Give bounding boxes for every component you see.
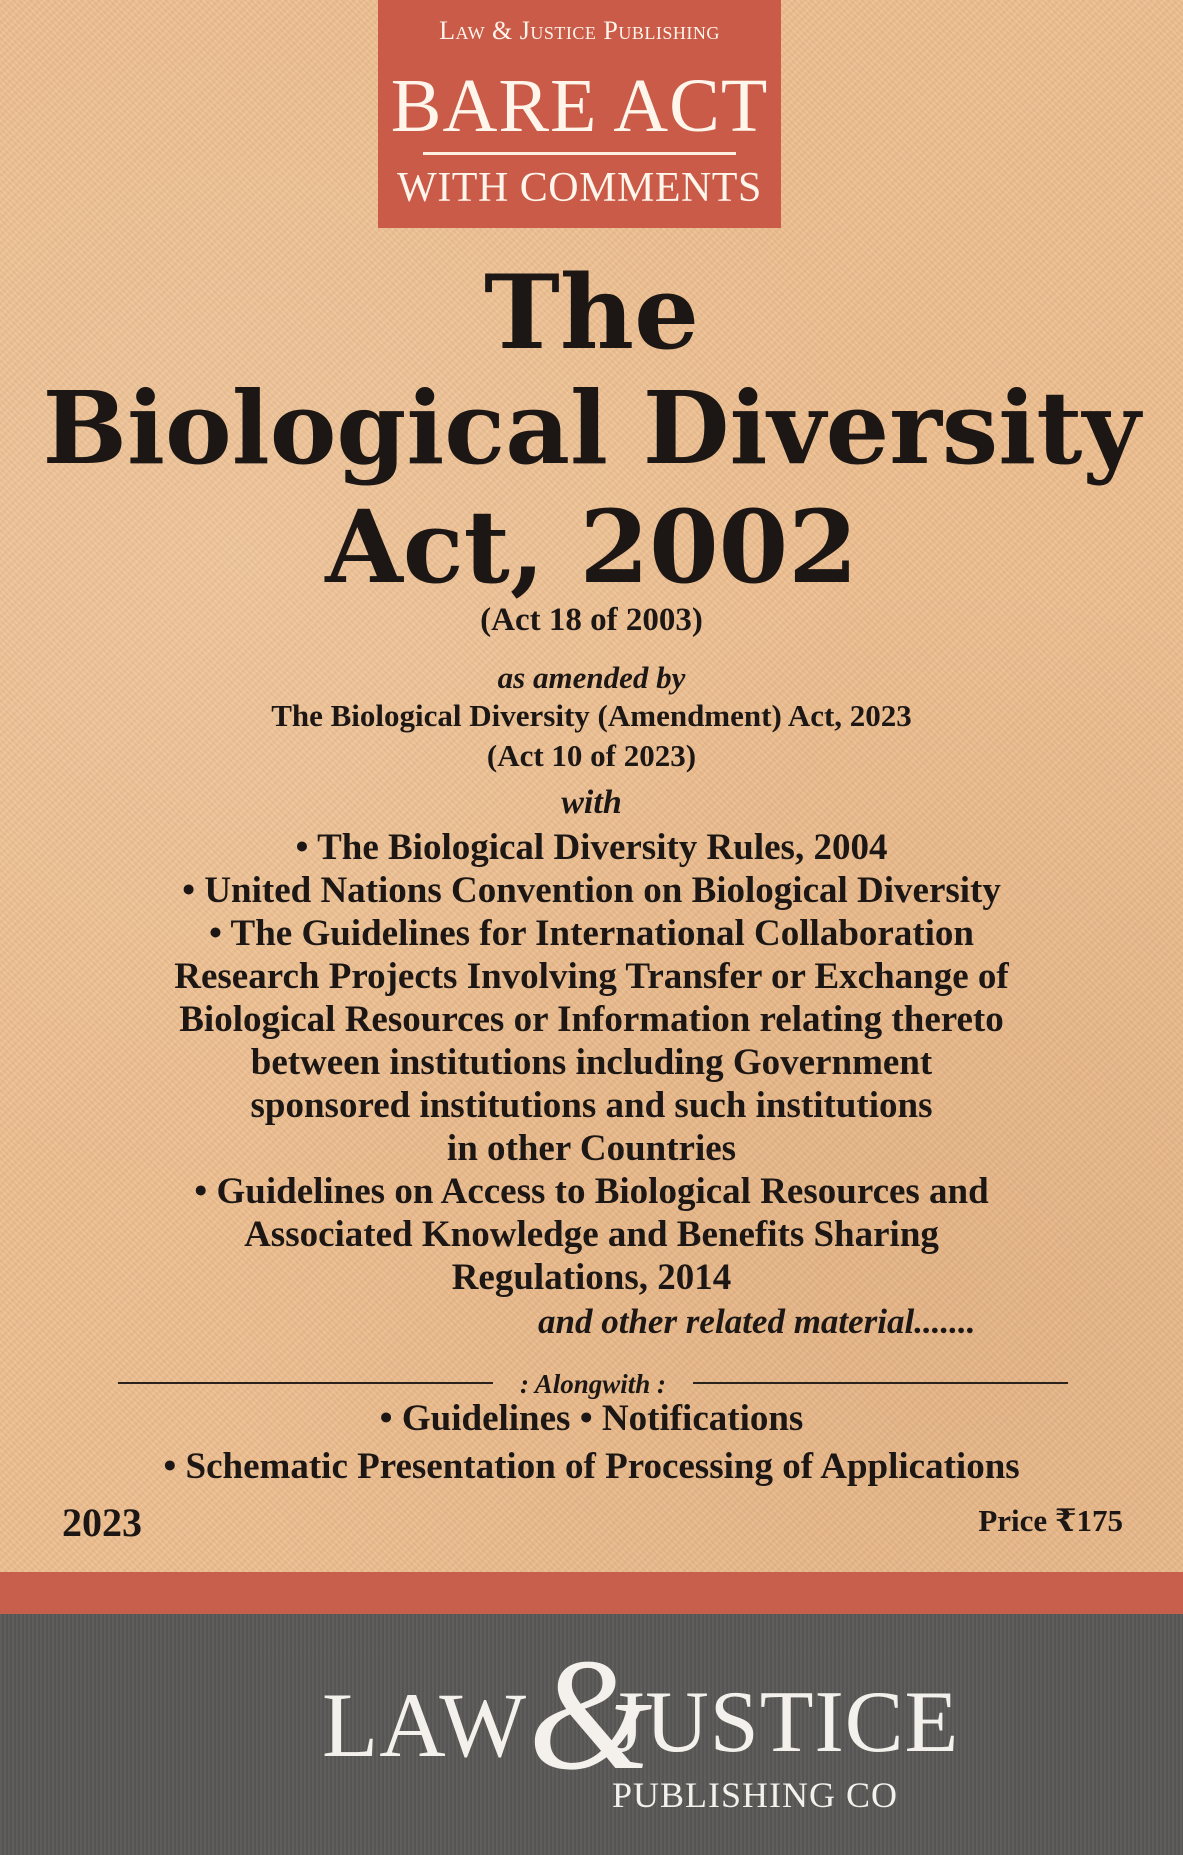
with-label: with — [561, 784, 622, 821]
alongwith-label: : Alongwith : — [519, 1369, 667, 1399]
badge-subtitle: WITH COMMENTS — [397, 165, 762, 211]
contents-line: sponsored institutions and such institutions — [250, 1085, 933, 1126]
bare-act-badge — [378, 0, 781, 228]
title-line-3: Act, 2002 — [325, 488, 858, 606]
badge-divider — [423, 152, 736, 155]
contents-line: Associated Knowledge and Benefits Sharing — [244, 1214, 939, 1255]
amendment-number: (Act 10 of 2023) — [486, 738, 697, 773]
alongwith-item: • Schematic Presentation of Processing of Applications — [163, 1446, 1020, 1487]
divider-line-right — [693, 1382, 1068, 1384]
contents-line: Regulations, 2014 — [451, 1257, 732, 1298]
price: Price ₹175 — [978, 1503, 1123, 1538]
contents-line: • The Biological Diversity Rules, 2004 — [295, 827, 888, 868]
amendment-title: The Biological Diversity (Amendment) Act, 2023 — [271, 698, 912, 733]
badge-publisher: Law & Justice Publishing — [439, 16, 720, 45]
contents-line: • Guidelines on Access to Biological Resources and — [194, 1171, 989, 1212]
title-line-1: The — [484, 253, 699, 373]
title-line-2: Biological Diversity — [42, 369, 1141, 487]
contents-line: • United Nations Convention on Biological Diversity — [182, 870, 1001, 911]
badge-title: BARE ACT — [390, 64, 769, 148]
logo-justice: JUSTICE — [610, 1674, 960, 1771]
alongwith-item: • Guidelines • Notifications — [379, 1398, 804, 1439]
act-number: (Act 18 of 2003) — [480, 602, 703, 638]
amended-by-label: as amended by — [497, 660, 686, 695]
contents-line: Research Projects Involving Transfer or Exchange of — [174, 956, 1009, 997]
contents-line: in other Countries — [446, 1128, 737, 1169]
logo-publishing: PUBLISHING CO — [612, 1775, 899, 1815]
contents-line: • The Guidelines for International Collaboration — [208, 913, 975, 954]
contents-line: Biological Resources or Information relating thereto — [179, 999, 1004, 1040]
other-material: and other related material....... — [538, 1302, 976, 1341]
alongwith-divider — [118, 1369, 1068, 1399]
accent-stripe — [0, 1572, 1183, 1614]
contents-line: between institutions including Government — [250, 1042, 933, 1083]
publication-year: 2023 — [62, 1500, 142, 1545]
logo-law: LAW — [322, 1674, 528, 1776]
logo-ampersand: & — [528, 1625, 653, 1803]
publisher-footer — [0, 1614, 1183, 1855]
publisher-logo — [0, 1614, 1183, 1855]
